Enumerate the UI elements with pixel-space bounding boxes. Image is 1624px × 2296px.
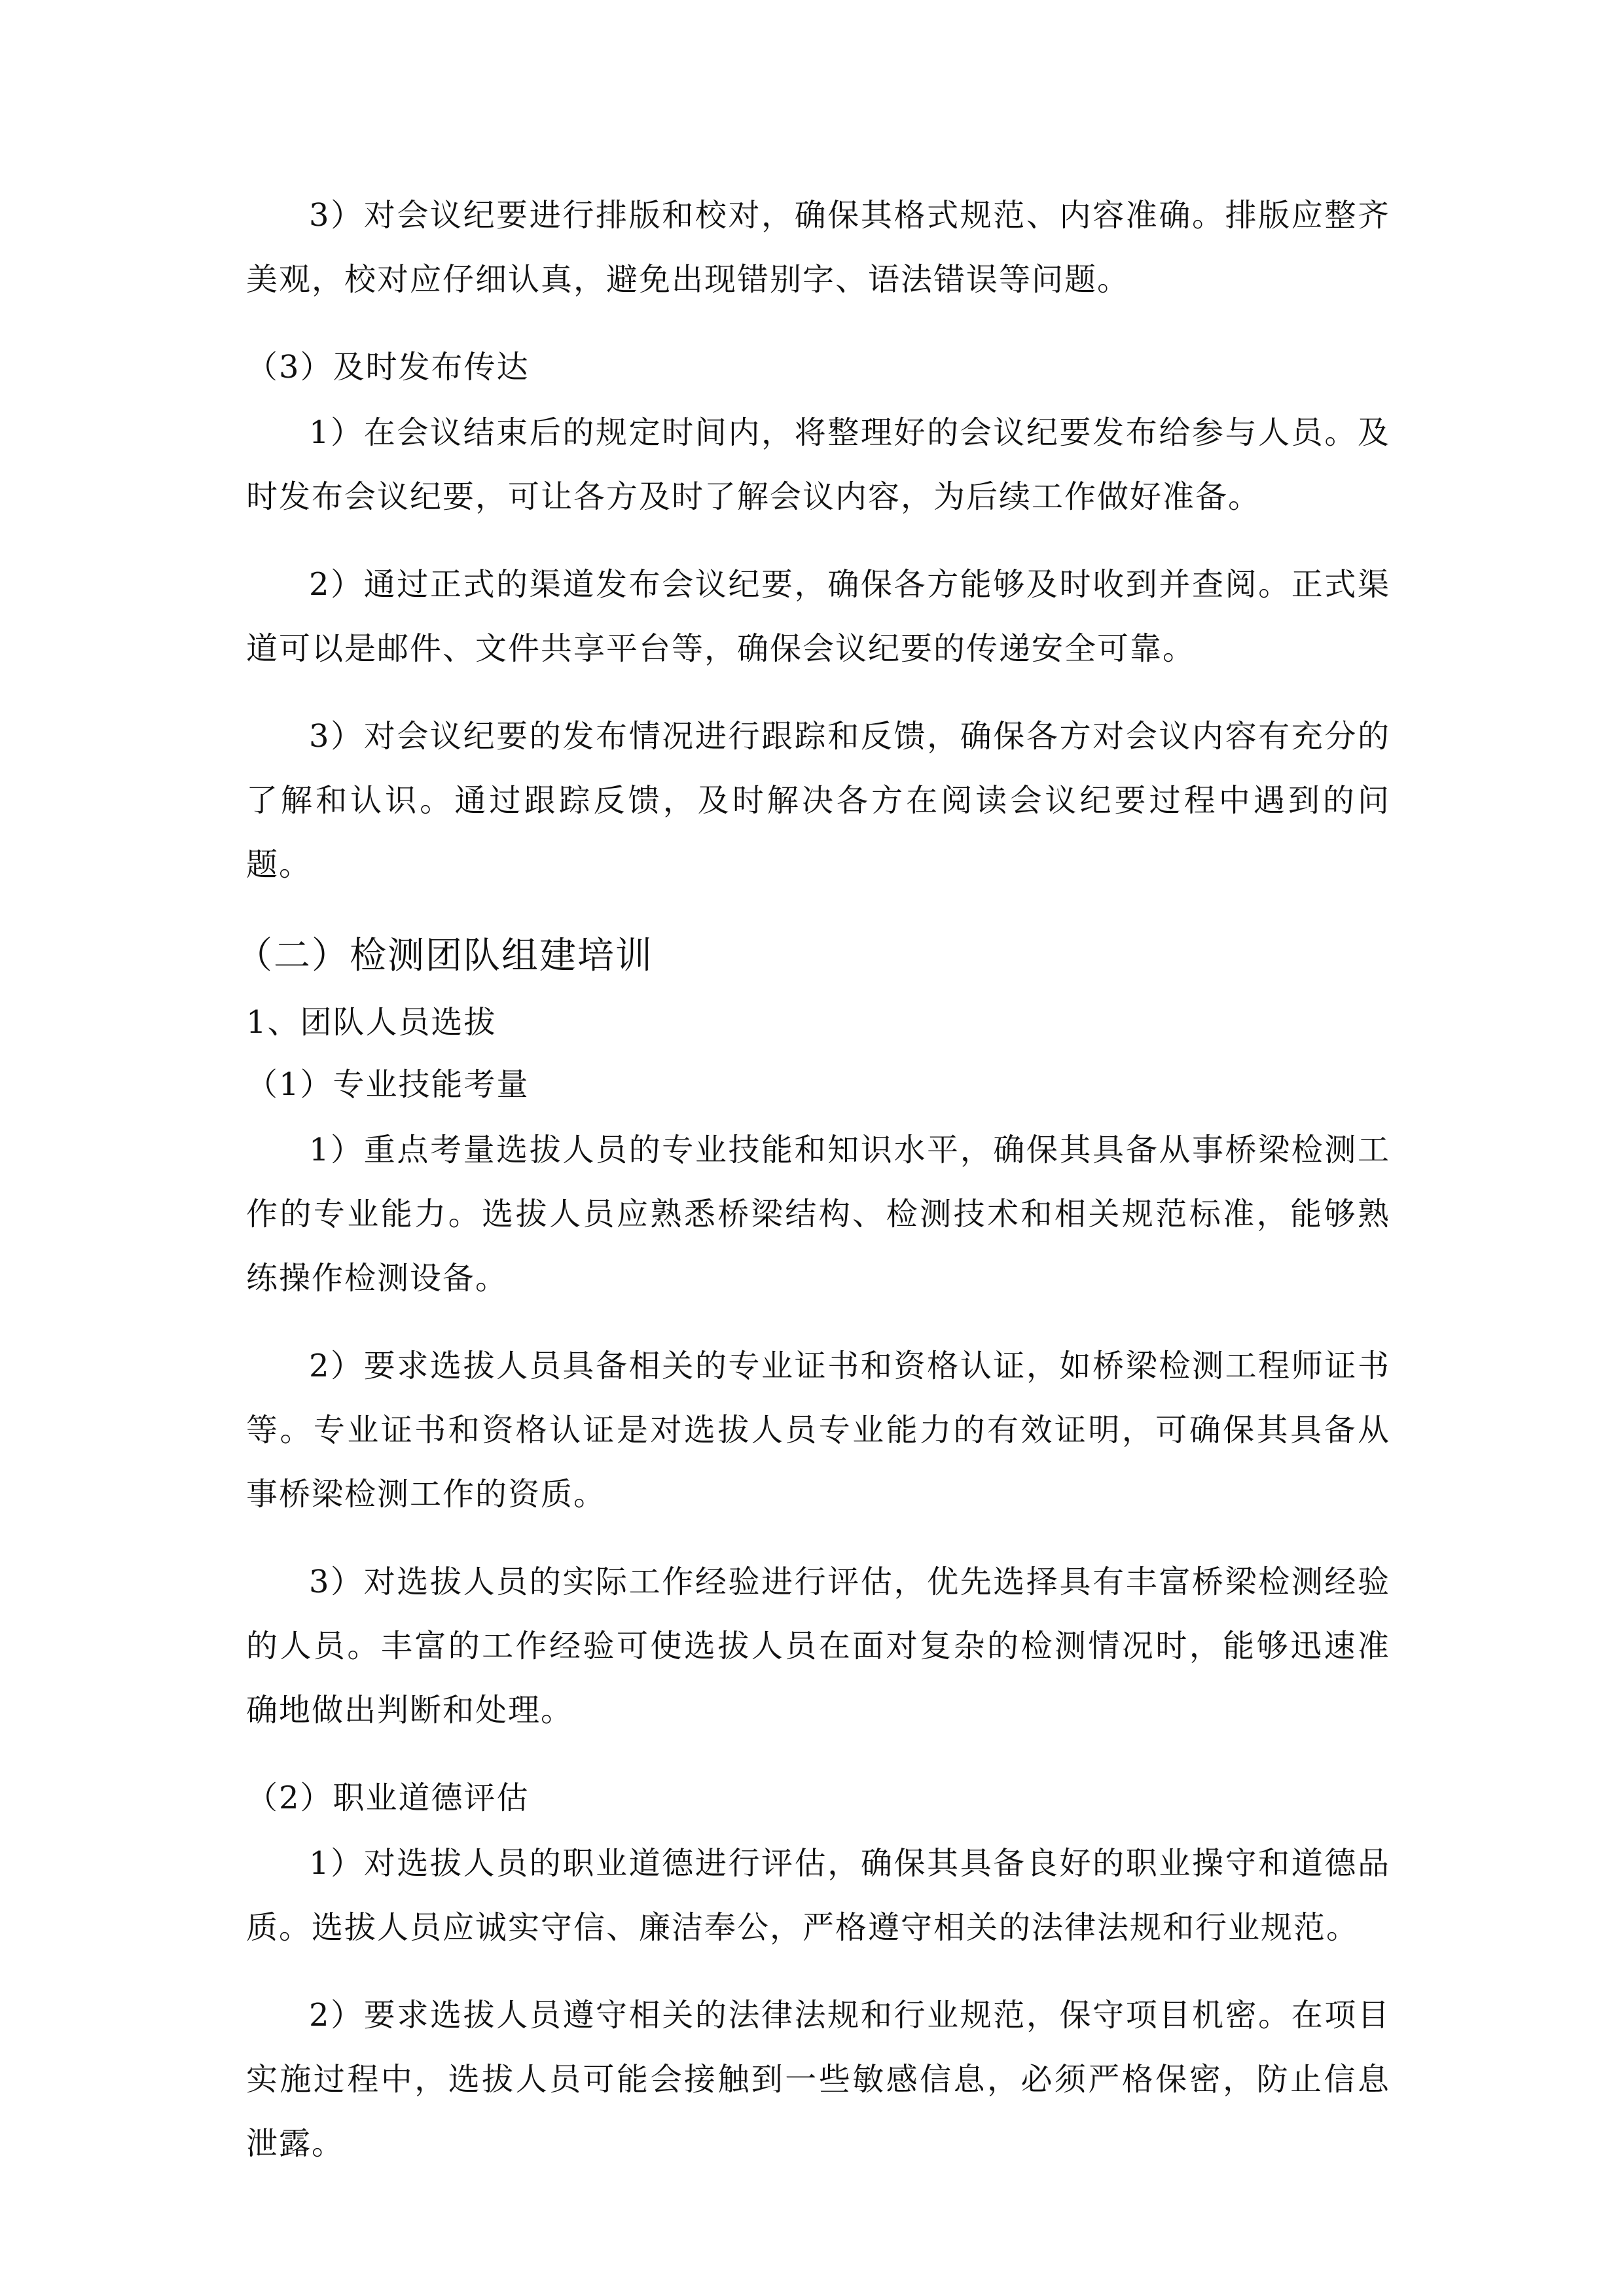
subheading-timely-release: （3）及时发布传达 <box>246 349 530 386</box>
paragraph-ethics-evaluation: 1）对选拔人员的职业道德进行评估，确保其具备良好的职业操守和道德品质。选拔人员应诚实守信、廉洁奉公，严格遵守相关的法律法规和行业规范。 <box>246 1845 1390 1946</box>
paragraph-tracking-feedback: 3）对会议纪要的发布情况进行跟踪和反馈，确保各方对会议内容有充分的了解和认识。通过跟踪反馈，及时解决各方在阅读会议纪要过程中遇到的问题。 <box>246 718 1390 883</box>
paragraph-certificates: 2）要求选拔人员具备相关的专业证书和资格认证，如桥梁检测工程师证书等。专业证书和资格认证是对选拔人员专业能力的有效证明，可确保其具备从事桥梁检测工作的资质。 <box>246 1348 1390 1513</box>
paragraph-skills-knowledge: 1）重点考量选拔人员的专业技能和知识水平，确保其具备从事桥梁检测工作的专业能力。选拔人员应熟悉桥梁结构、检测技术和相关规范标准，能够熟练操作检测设备。 <box>246 1132 1390 1297</box>
paragraph-meeting-minutes-proofreading: 3）对会议纪要进行排版和校对，确保其格式规范、内容准确。排版应整齐美观，校对应仔细认真，避免出现错别字、语法错误等问题。 <box>246 197 1390 298</box>
paragraph-confidentiality: 2）要求选拔人员遵守相关的法律法规和行业规范，保守项目机密。在项目实施过程中，选拔人员可能会接触到一些敏感信息，必须严格保密，防止信息泄露。 <box>246 1997 1390 2162</box>
paragraph-release-within-deadline: 1）在会议结束后的规定时间内，将整理好的会议纪要发布给参与人员。及时发布会议纪要，可让各方及时了解会议内容，为后续工作做好准备。 <box>246 414 1390 515</box>
paragraph-work-experience: 3）对选拔人员的实际工作经验进行评估，优先选择具有丰富桥梁检测经验的人员。丰富的工作经验可使选拔人员在面对复杂的检测情况时，能够迅速准确地做出判断和处理。 <box>246 1564 1390 1729</box>
document-body <box>236 183 1390 2199</box>
section-heading-team-building: （二）检测团队组建培训 <box>236 935 653 977</box>
subheading-professional-ethics: （2）职业道德评估 <box>246 1780 530 1816</box>
heading-team-selection: 1、团队人员选拔 <box>246 1004 497 1041</box>
paragraph-formal-channels: 2）通过正式的渠道发布会议纪要，确保各方能够及时收到并查阅。正式渠道可以是邮件、文件共享平台等，确保会议纪要的传递安全可靠。 <box>246 566 1390 667</box>
subheading-professional-skills: （1）专业技能考量 <box>246 1066 530 1103</box>
